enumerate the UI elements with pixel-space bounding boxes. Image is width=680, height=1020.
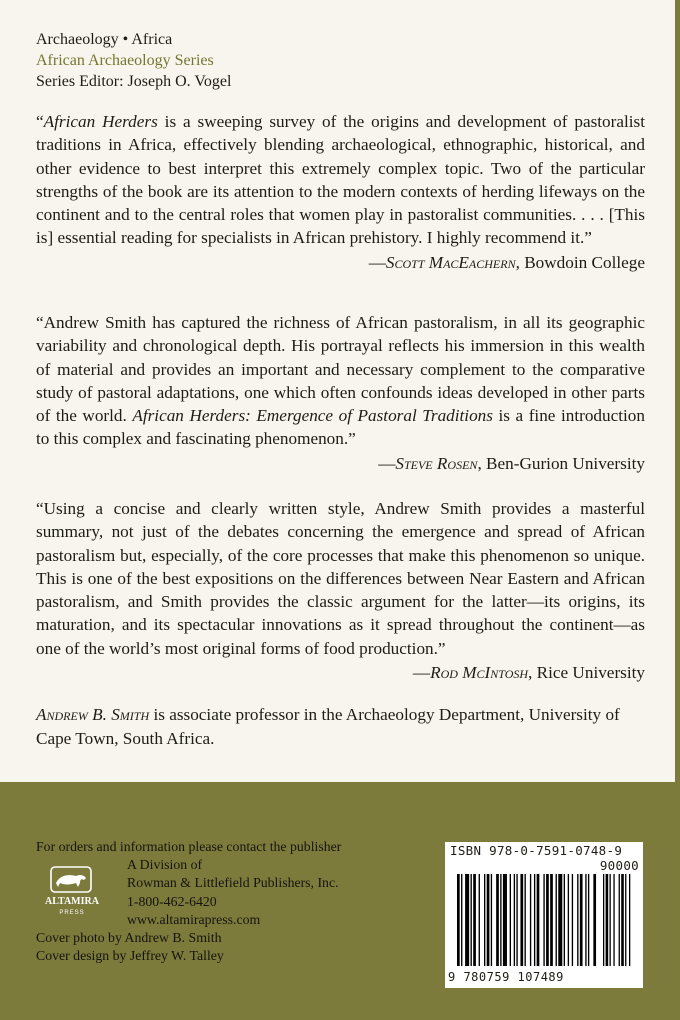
barcode-bar [530, 874, 531, 966]
barcode-bar [510, 874, 511, 966]
barcode-bar [610, 874, 611, 966]
barcode-bar [572, 874, 573, 966]
quote-1-affiliation: , Bowdoin College [515, 252, 645, 272]
barcode-bar [613, 874, 614, 966]
barcode-bar [516, 874, 517, 966]
barcode-bar [520, 874, 523, 966]
barcode-bar [471, 874, 472, 966]
price-code: 90000 [599, 858, 639, 873]
barcode-bar [546, 874, 549, 966]
barcode-bars [457, 874, 637, 968]
barcode-bar [473, 874, 476, 966]
book-title: African Herders [43, 112, 158, 131]
website: www.altamirapress.com [127, 911, 261, 927]
quote-2-affiliation: , Ben-Gurion University [477, 453, 645, 473]
author-bio-text: is associate professor in the Archaeology Department, University of Cape Town, South Africa. [36, 705, 620, 748]
barcode-bar [564, 874, 565, 966]
header-block [36, 29, 231, 92]
quote-2 [36, 311, 645, 475]
barcode-bar [543, 874, 544, 966]
barcode-bar [465, 874, 469, 966]
barcode-bar [500, 874, 501, 966]
barcode-bar [568, 874, 569, 966]
quote-1-attribution: —Scott MacEachern, Bowdoin College [368, 252, 645, 272]
quote-3 [36, 497, 645, 684]
barcode-bar [514, 874, 515, 966]
quote-1-text: is a sweeping survey of the origins and development of pastoralist traditions in Africa, effectively blending archaeological, ethnographic, historical, and other evidence to best interpret this extremely complex topic. Two of the particular strengths of the book are its attention to the modern contexts of herding lifeways on the continent and to the central roles that women play in pastoralist communities. . . . [This is] essential reading for specialists in African prehistory. I highly recommend it.” [36, 112, 645, 248]
quote-1-author: Scott MacEachern [385, 252, 516, 272]
contact-line: For orders and information please contact the publisher [36, 839, 342, 854]
barcode-panel [445, 842, 643, 988]
barcode-bar [585, 874, 586, 966]
series-editor: Series Editor: Joseph O. Vogel [36, 73, 232, 90]
quote-3-affiliation: , Rice University [528, 663, 645, 683]
barcode-bar [461, 874, 462, 966]
quote-3-text: “Using a concise and clearly written style, Andrew Smith provides a masterful summary, not just of the debates concerning the emergence and spread of African pastoralism but, especially, of the core processes that make this phenomenon so unique. This is one of the best expositions on the differences between Near Eastern and African pastoralism, and Smith provides the classic argument for the latter—its origins, its maturation, and its spectacular innovations as it spread throughout the continent—as one of the world’s most original forms of food production.” [36, 499, 645, 658]
altamira-logo-icon [36, 864, 108, 918]
quote-3-author: Rod McIntosh [430, 663, 529, 683]
logo-subtext: PRESS [59, 910, 85, 916]
barcode-bar [496, 874, 499, 966]
author-name: Andrew B. Smith [36, 705, 150, 724]
categories: Archaeology • Africa [36, 31, 173, 48]
barcode-bar [525, 874, 526, 966]
barcode-bar [621, 874, 624, 966]
barcode-bar [588, 874, 589, 966]
barcode-bar [629, 874, 630, 966]
barcode-bar [487, 874, 490, 966]
barcode-bar [603, 874, 604, 966]
barcode-bar [606, 874, 609, 966]
company-name: Rowman & Littlefield Publishers, Inc. [127, 875, 339, 891]
quote-2-attribution: —Steve Rosen, Ben-Gurion University [378, 453, 645, 473]
barcode-bar [625, 874, 626, 966]
quote-1: “African Herders is a sweeping survey of the origins and development of pastoralist traditions in Africa, effectively blending archaeological, ethnographic, historical, and other evidence to best interpret this extremely complex topic. Two of the particular strengths of the book are its attention to the modern contexts of herding lifeways on the continent and to the central roles that women play in pastoralist communities. . . . [This is] essential reading for specialists in African prehistory. I highly recommend it.” —Scott MacEachern, Bowdoin College [36, 110, 645, 274]
division-line: A Division of [127, 857, 203, 873]
phone-number: 1-800-462-6420 [127, 893, 217, 909]
publisher-band [0, 782, 675, 1020]
barcode-bar [550, 874, 553, 966]
book-title-full: African Herders: Emergence of Pastoral Traditions [132, 406, 493, 426]
author-bio [36, 703, 645, 750]
barcode-bar [479, 874, 480, 966]
barcode-bar [537, 874, 540, 966]
isbn-number: ISBN 978-0-7591-0748-9 [450, 843, 623, 858]
barcode-bar [556, 874, 557, 966]
barcode-bar [491, 874, 492, 966]
ean-digits: 9 780759 107489 [448, 970, 564, 984]
barcode-bar [457, 874, 460, 966]
barcode-bar [580, 874, 583, 966]
barcode-bar [593, 874, 596, 966]
design-credit: Cover design by Jeffrey W. Talley [36, 948, 224, 964]
logo-text: ALTAMIRA [45, 896, 99, 907]
barcode-bar [577, 874, 578, 966]
series-name: African Archaeology Series [36, 52, 214, 69]
quote-2-text-before: “Andrew Smith has captured the richness of African pastoralism, in all its geographic variability and chronological depth. His portrayal reflects his immersion in this wealth of material and provides an important and necessary complement to the comparative study of pastoral adaptations, one which often confounds ideas developed in other parts of the world. [36, 313, 645, 426]
right-edge-strip [675, 0, 680, 1020]
quote-2-text-after: is a fine introduction to this complex and fascinating phenomenon.” [36, 406, 645, 449]
barcode-bar [534, 874, 535, 966]
barcode-bar [558, 874, 562, 966]
photo-credit: Cover photo by Andrew B. Smith [36, 930, 222, 946]
barcode-bar [484, 874, 485, 966]
barcode-bar [619, 874, 620, 966]
barcode-bar [503, 874, 507, 966]
quote-3-attribution: —Rod McIntosh, Rice University [412, 663, 645, 683]
quote-2-author: Steve Rosen [395, 453, 478, 473]
